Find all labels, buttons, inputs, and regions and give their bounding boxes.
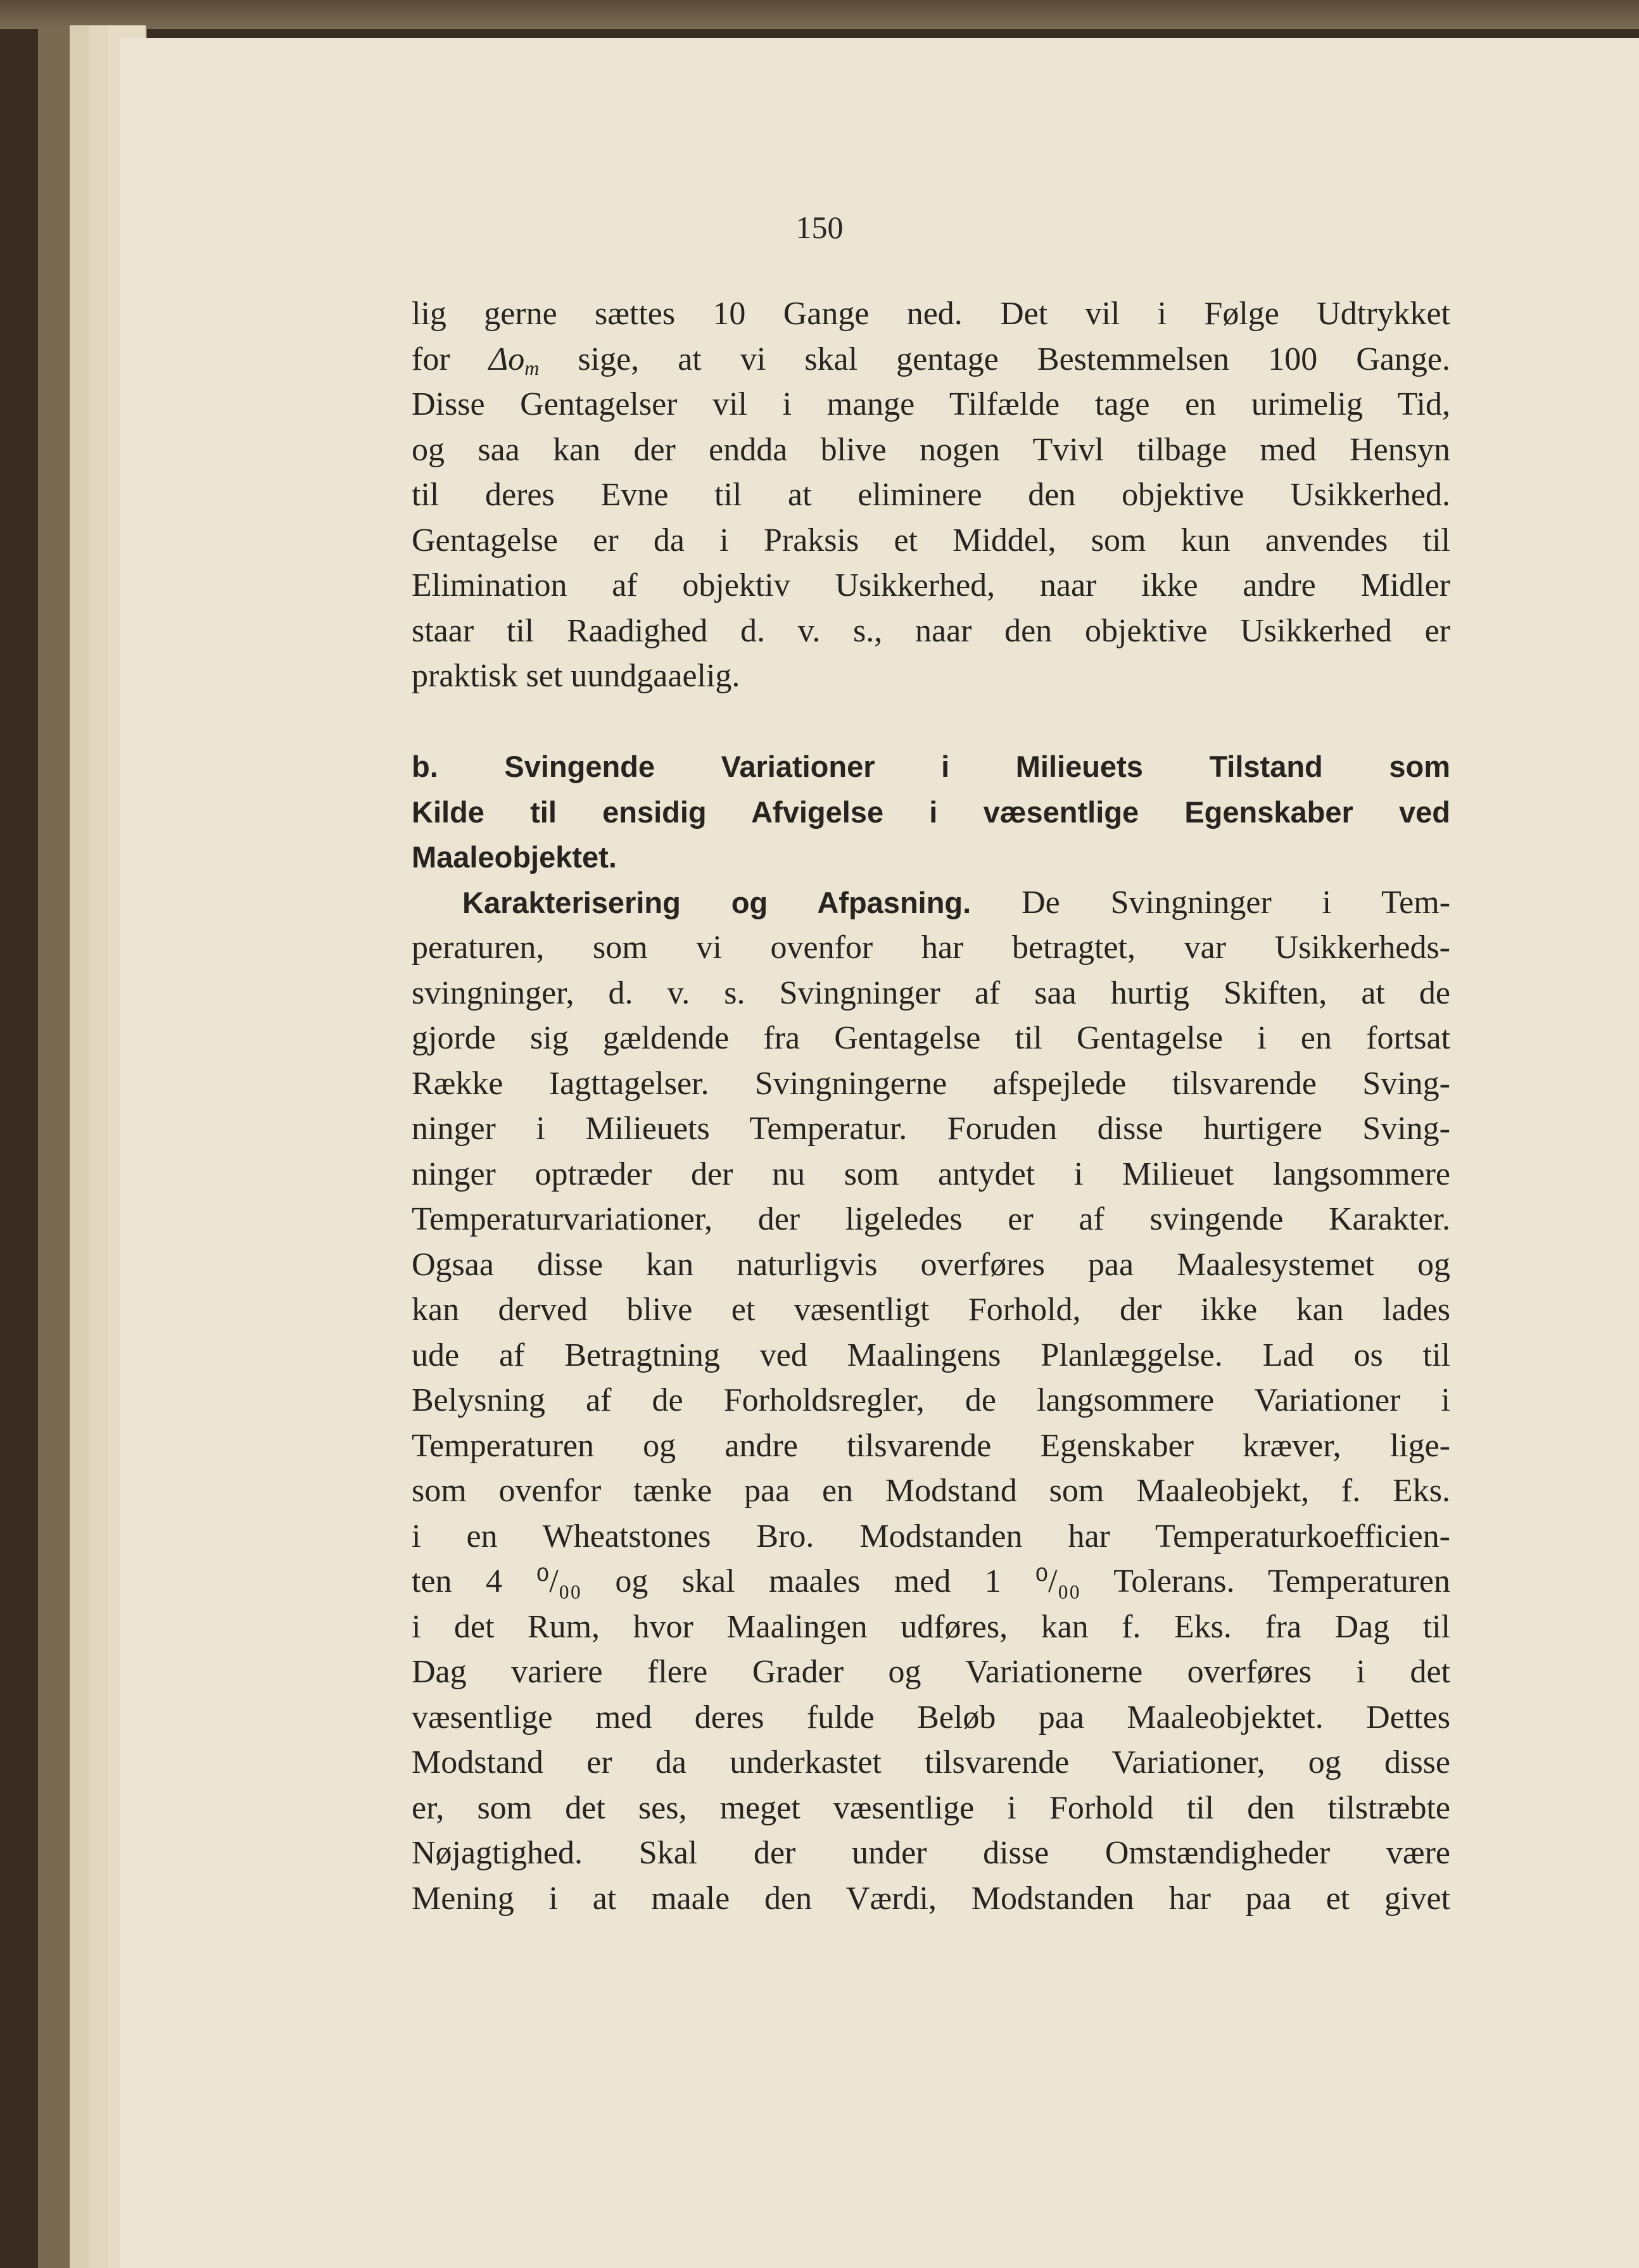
text-line: lig gerne sættes 10 Gange ned. Det vil i Følge Udtrykket [412, 296, 1450, 332]
text-line: gjorde sig gældende fra Gentagelse til Gentagelse i en fortsat [412, 1020, 1450, 1056]
text-line: Belysning af de Forholdsregler, de langsommere Variationer i [412, 1382, 1450, 1418]
text-line: Gentagelse er da i Praksis et Middel, som kun anvendes til [412, 522, 1450, 558]
text-line: staar til Raadighed d. v. s., naar den objektive Usikkerhed er [412, 612, 1450, 649]
page-body [412, 291, 1450, 1921]
text-line: Mening i at maale den Værdi, Modstanden har paa et givet [412, 1880, 1450, 1917]
math-subscript: m [524, 356, 540, 379]
heading-line: Maaleobjektet. [412, 840, 617, 874]
text-line: til deres Evne til at eliminere den objektive Usikkerhed. [412, 477, 1450, 513]
text-line: ninger i Milieuets Temperatur. Foruden disse hurtigere Sving- [412, 1111, 1450, 1147]
text-line: Temperaturvariationer, der ligeledes er af svingende Karakter. [412, 1201, 1450, 1237]
text-line: som ovenfor tænke paa en Modstand som Maaleobjekt, f. Eks. [412, 1473, 1450, 1509]
text-line: svingninger, d. v. s. Svingninger af saa hurtig Skiften, at de [412, 974, 1450, 1011]
paragraph-1 [412, 291, 1450, 699]
page-number: 150 [795, 210, 844, 245]
text-line: ninger optræder der nu som antydet i Milieuet langsommere [412, 1156, 1450, 1192]
text-line: Række Iagttagelser. Svingningerne afspejlede tilsvarende Sving- [412, 1065, 1450, 1102]
text-line: i det Rum, hvor Maalingen udføres, kan f. Eks. fra Dag til [412, 1608, 1450, 1645]
run-in-heading: Karakterisering og Afpasning. [462, 885, 971, 919]
text-line [412, 337, 1450, 382]
text-line: peraturen, som vi ovenfor har betragtet, var Usikkerheds- [412, 929, 1450, 966]
text-line: praktisk set uundgaaelig. [412, 658, 740, 694]
text-line: kan derved blive et væsentligt Forhold, der ikke kan lades [412, 1292, 1450, 1328]
text-run: sige, at vi skal gentage Bestemmelsen 100 Gange. [539, 341, 1450, 377]
text-line: og saa kan der endda blive nogen Tvivl tilbage med Hensyn [412, 431, 1450, 468]
math-symbol: Δo [488, 341, 525, 377]
text-line: Temperaturen og andre tilsvarende Egenskaber kræver, lige- [412, 1427, 1450, 1464]
text-line [412, 880, 1450, 926]
text-line: i en Wheatstones Bro. Modstanden har Temperaturkoefficien- [412, 1518, 1450, 1554]
text-line: Ogsaa disse kan naturligvis overføres paa Maalesystemet og [412, 1246, 1450, 1283]
text-line: er, som det ses, meget væsentlige i Forhold til den tilstræbte [412, 1789, 1450, 1826]
text-line: Modstand er da underkastet tilsvarende Variationer, og disse [412, 1744, 1450, 1780]
text-line: Elimination af objektiv Usikkerhed, naar ikke andre Midler [412, 567, 1450, 603]
paragraph-2 [412, 880, 1450, 1922]
section-heading [412, 744, 1450, 880]
text-line: Dag variere flere Grader og Variationerne overføres i det [412, 1654, 1450, 1690]
text-line: ten 4 ⁰/₀₀ og skal maales med 1 ⁰/₀₀ Tolerans. Temperaturen [412, 1563, 1450, 1599]
text-run: De Svingninger i Tem- [971, 884, 1451, 921]
heading-line: b. Svingende Variationer i Milieuets Tilstand som [412, 750, 1450, 783]
text-line: væsentlige med deres fulde Beløb paa Maaleobjektet. Dettes [412, 1699, 1450, 1736]
text-line: Disse Gentagelser vil i mange Tilfælde tage en urimelig Tid, [412, 386, 1450, 422]
text-line: ude af Betragtning ved Maalingens Planlæggelse. Lad os til [412, 1337, 1450, 1373]
book-top-edge [0, 0, 1639, 29]
text-run: for [412, 341, 489, 377]
heading-line: Kilde til ensidig Afvigelse i væsentlige Egenskaber ved [412, 795, 1450, 829]
text-line: Nøjagtighed. Skal der under disse Omstændigheder være [412, 1835, 1450, 1871]
blank-line [412, 699, 1450, 745]
